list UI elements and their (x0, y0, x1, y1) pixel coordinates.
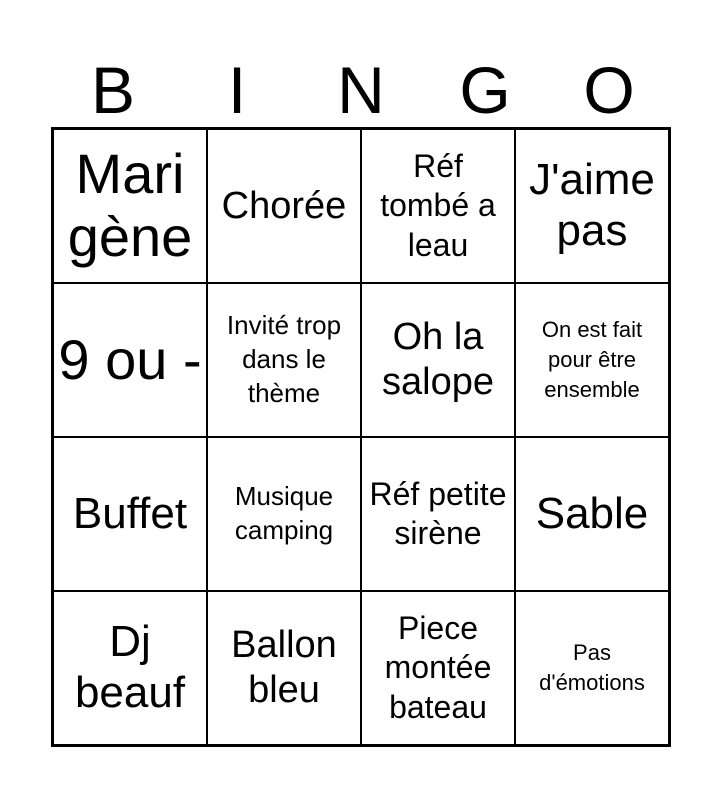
bingo-header (51, 52, 671, 128)
bingo-cell[interactable]: Sable (515, 437, 669, 591)
bingo-cell[interactable]: On est fait pour être ensemble (515, 283, 669, 437)
bingo-cell[interactable]: Dj beauf (53, 591, 207, 745)
bingo-cell[interactable]: Buffet (53, 437, 207, 591)
bingo-cell[interactable]: Invité trop dans le thème (207, 283, 361, 437)
bingo-cell[interactable]: Piece montée bateau (361, 591, 515, 745)
bingo-cell[interactable]: Oh la salope (361, 283, 515, 437)
bingo-cell[interactable]: Réf tombé a leau (361, 129, 515, 283)
bingo-cell[interactable]: Musique camping (207, 437, 361, 591)
bingo-cell[interactable]: Ballon bleu (207, 591, 361, 745)
header-letter-n: N (337, 53, 385, 127)
bingo-cell[interactable]: Pas d'émotions (515, 591, 669, 745)
bingo-grid (51, 127, 671, 747)
bingo-cell[interactable]: Réf petite sirène (361, 437, 515, 591)
bingo-cell[interactable]: Chorée (207, 129, 361, 283)
header-letter-g: G (459, 53, 511, 127)
header-letter-b: B (90, 53, 136, 127)
header-letter-i: I (227, 53, 247, 127)
header-letter-o: O (583, 53, 635, 127)
bingo-cell[interactable]: 9 ou - (53, 283, 207, 437)
bingo-cell[interactable]: Mari gène (53, 129, 207, 283)
bingo-cell[interactable]: J'aime pas (515, 129, 669, 283)
